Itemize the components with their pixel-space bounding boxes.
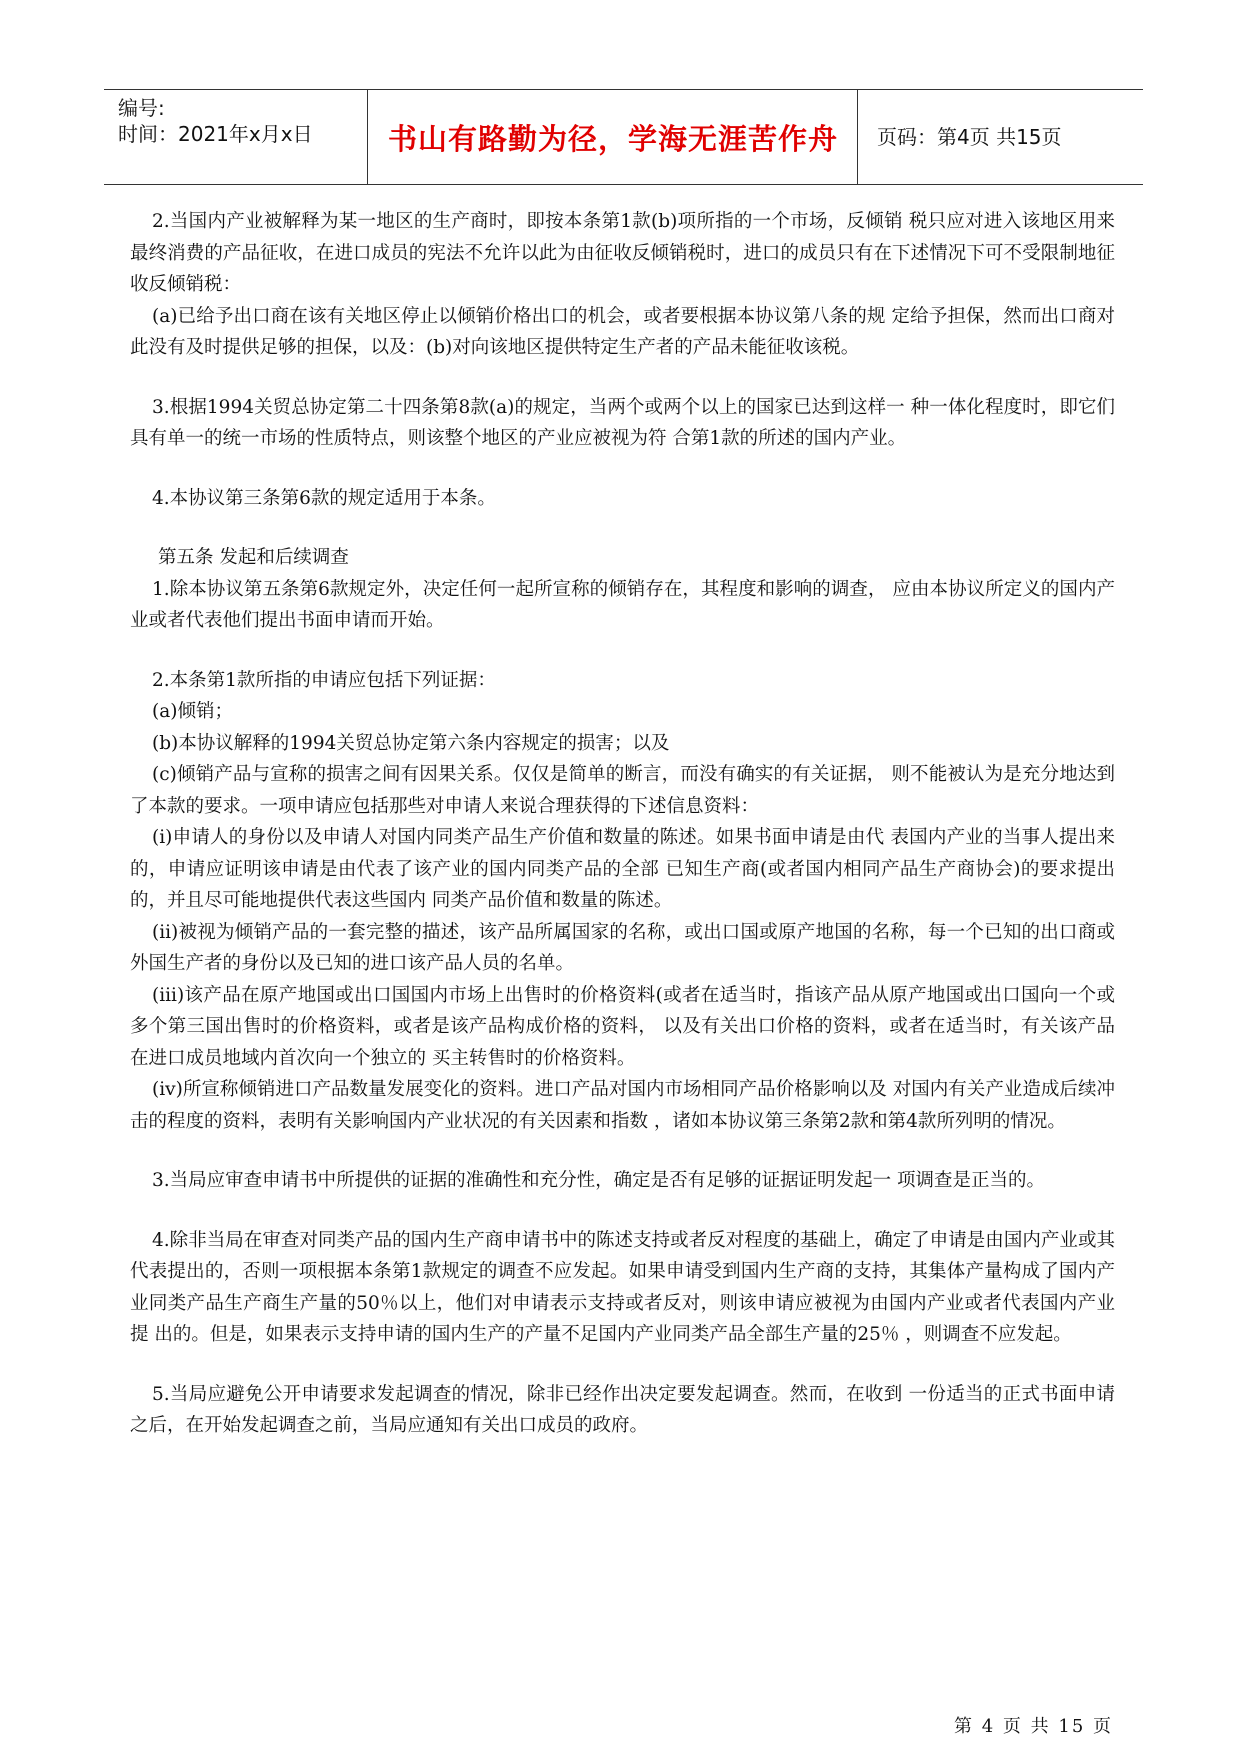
header-page-label: 页码：第4页 共15页 (877, 125, 1062, 149)
document-body (130, 206, 1115, 1442)
paragraph: 3.当局应审查申请书中所提供的证据的准确性和充分性，确定是否有足够的证据证明发起一 项调查是正当的。 (152, 1170, 1046, 1191)
paragraph: 4.本协议第三条第6款的规定适用于本条。 (152, 487, 496, 509)
paragraph: 3.根据1994关贸总协定第二十四条第8款(a)的规定，当两个或两个以上的国家已达到这样一 种一体化程度时，即它们具有单一的统一市场的性质特点，则该整个地区的产业应被视为符 合第1款的所述的国内产业。 (130, 396, 1115, 449)
paragraph: (iii)该产品在原产地国或出口国国内市场上出售时的价格资料(或者在适当时，指该产品从原产地国或出口国向一个或多个第三国出售时的价格资料，或者是该产品构成价格的资料， 以及有关出口价格的资料，或者在适当时，有关该产品在进口成员地域内首次向一个独立的 买主转售时的价格资料。 (130, 984, 1115, 1069)
paragraph: (a)倾销； (152, 701, 233, 722)
paragraph: (a)已给予出口商在该有关地区停止以倾销价格出口的机会，或者要根据本协议第八条的规 定给予担保，然而出口商对此没有及时提供足够的担保，以及：(b)对向该地区提供特定生产者的产品未能征收该税。 (130, 305, 1115, 358)
paragraph: 2.当国内产业被解释为某一地区的生产商时，即按本条第1款(b)项所指的一个市场，反倾销 税只应对进入该地区用来最终消费的产品征收，在进口成员的宪法不允许以此为由征收反倾销税时，进口的成员只有在下述情况下可不受限制地征收反倾销税： (130, 211, 1115, 295)
header-left-cell (104, 90, 368, 184)
header-motto: 书山有路勤为径，学海无涯苦作舟 (387, 122, 838, 156)
document-number-label: 编号: (118, 96, 165, 120)
paragraph: 4.除非当局在审查对同类产品的国内生产商申请书中的陈述支持或者反对程度的基础上，确定了申请是由国内产业或其代表提出的，否则一项根据本条第1款规定的调查不应发起。如果申请受到国内生产商的支持，其集体产量构成了国内产业同类产品生产商生产量的50％以上，他们对申请表示支持或者反对，则该申请应被视为由国内产业或者代表国内产业提 出的。但是，如果表示支持申请的国内生产的产量不足国内产业同类产品全部生产量的25％ ，则调查不应发起。 (130, 1229, 1115, 1345)
section-heading: 第五条 发起和后续调查 (158, 547, 349, 568)
paragraph: (iv)所宣称倾销进口产品数量发展变化的资料。进口产品对国内市场相同产品价格影响以及 对国内有关产业造成后续冲击的程度的资料，表明有关影响国内产业状况的有关因素和指数 ，诸如本协议第三条第2款和第4款所列明的情况。 (130, 1079, 1115, 1132)
paragraph: (ii)被视为倾销产品的一套完整的描述，该产品所属国家的名称，或出口国或原产地国的名称，每一个已知的出口商或外国生产者的身份以及已知的进口该产品人员的名单。 (130, 921, 1115, 974)
paragraph: (i)申请人的身份以及申请人对国内同类产品生产价值和数量的陈述。如果书面申请是由代 表国内产业的当事人提出来的，申请应证明该申请是由代表了该产业的国内同类产品的全部 已知生产商(或者国内相同产品生产商协会)的要求提出的，并且尽可能地提供代表这些国内 同类产品价值和数量的陈述。 (130, 827, 1115, 911)
paragraph: (b)本协议解释的1994关贸总协定第六条内容规定的损害；以及 (152, 732, 670, 754)
document-time-label: 时间：2021年x月x日 (118, 122, 313, 146)
paragraph: (c)倾销产品与宣称的损害之间有因果关系。仅仅是简单的断言，而没有确实的有关证据， 则不能被认为是充分地达到了本款的要求。一项申请应包括那些对申请人来说合理获得的下述信息资料： (130, 764, 1115, 817)
page-footer: 第 4 页 共 15 页 (954, 1716, 1113, 1737)
header-right-cell (859, 90, 1143, 184)
page-header (104, 89, 1143, 185)
paragraph: 5.当局应避免公开申请要求发起调查的情况，除非已经作出决定要发起调查。然而，在收到 一份适当的正式书面申请之后，在开始发起调查之前，当局应通知有关出口成员的政府。 (130, 1383, 1115, 1436)
header-middle-cell (369, 90, 858, 184)
paragraph: 1.除本协议第五条第6款规定外，决定任何一起所宣称的倾销存在，其程度和影响的调查， 应由本协议所定义的国内产业或者代表他们提出书面申请而开始。 (130, 578, 1115, 631)
paragraph: 2.本条第1款所指的申请应包括下列证据： (152, 669, 496, 691)
